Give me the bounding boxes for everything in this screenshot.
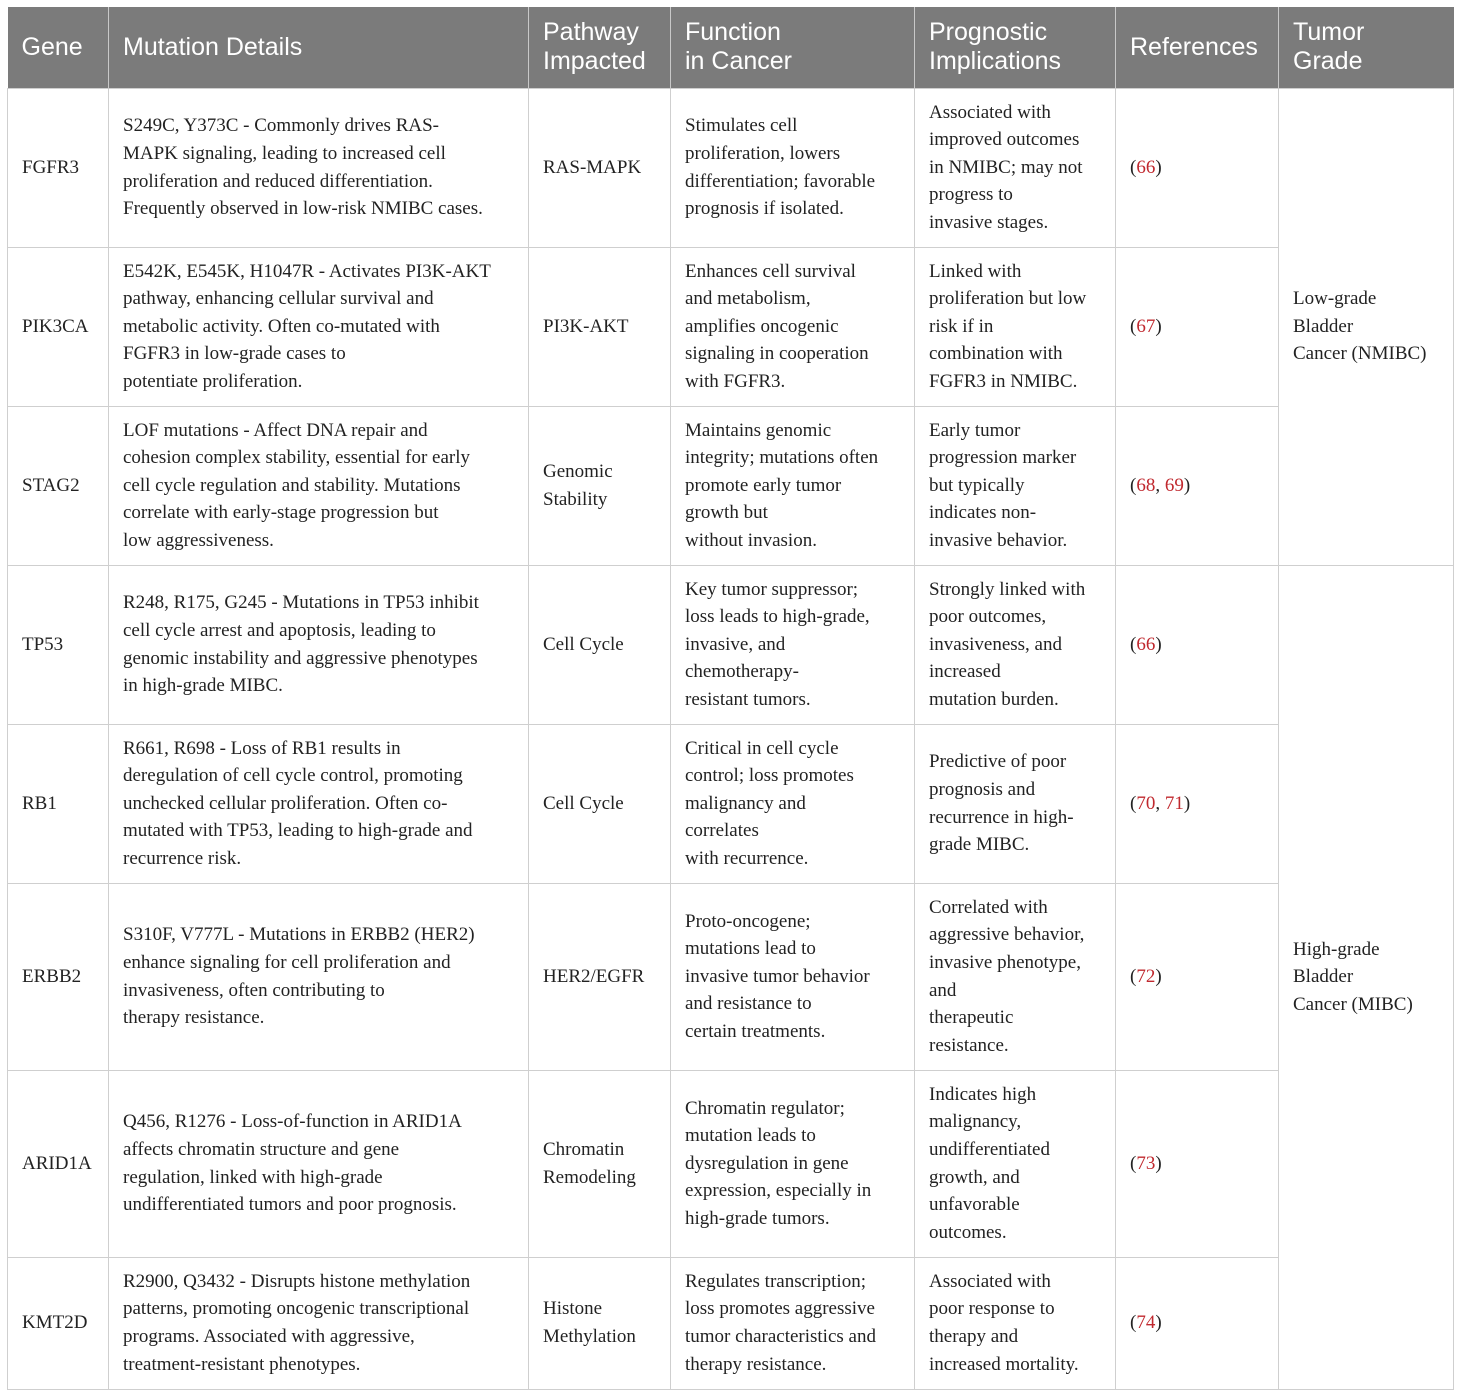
references-cell: (72) — [1116, 883, 1279, 1070]
reference-link[interactable]: 66 — [1136, 156, 1156, 178]
header-mutation-details: Mutation Details — [109, 7, 529, 88]
pathway-impacted: Chromatin Remodeling — [529, 1070, 671, 1257]
pathway-impacted: PI3K-AKT — [529, 247, 671, 406]
table-row — [8, 88, 1454, 247]
header-references: References — [1116, 7, 1279, 88]
reference-link[interactable]: 70 — [1136, 792, 1156, 814]
references-cell: (73) — [1116, 1070, 1279, 1257]
gene-name: KMT2D — [8, 1257, 109, 1389]
gene-name: STAG2 — [8, 406, 109, 565]
prognostic-implications: Correlated with aggressive behavior, invasive phenotype, and therapeutic resistance. — [915, 883, 1116, 1070]
function-in-cancer: Stimulates cell proliferation, lowers differentiation; favorable prognosis if isolated. — [671, 88, 915, 247]
gene-name: RB1 — [8, 724, 109, 883]
tumor-grade-high: High-grade Bladder Cancer (MIBC) — [1279, 565, 1454, 1389]
mutation-details: Q456, R1276 - Loss-of-function in ARID1A affects chromatin structure and gene regulation, linked with high-grade undifferentiated tumors and poor prognosis. — [109, 1070, 529, 1257]
function-in-cancer: Enhances cell survival and metabolism, amplifies oncogenic signaling in cooperation with FGFR3. — [671, 247, 915, 406]
header-function-in-cancer: Function in Cancer — [671, 7, 915, 88]
pathway-impacted: HER2/EGFR — [529, 883, 671, 1070]
function-in-cancer: Key tumor suppressor; loss leads to high-grade, invasive, and chemotherapy- resistant tumors. — [671, 565, 915, 724]
pathway-impacted: Cell Cycle — [529, 724, 671, 883]
pathway-impacted: Cell Cycle — [529, 565, 671, 724]
pathway-impacted: Genomic Stability — [529, 406, 671, 565]
header-gene: Gene — [8, 7, 109, 88]
tumor-grade-low: Low-grade Bladder Cancer (NMIBC) — [1279, 88, 1454, 565]
gene-name: ERBB2 — [8, 883, 109, 1070]
prognostic-implications: Linked with proliferation but low risk if in combination with FGFR3 in NMIBC. — [915, 247, 1116, 406]
function-in-cancer: Proto-oncogene; mutations lead to invasive tumor behavior and resistance to certain treatments. — [671, 883, 915, 1070]
pathway-impacted: Histone Methylation — [529, 1257, 671, 1389]
mutation-details: R248, R175, G245 - Mutations in TP53 inhibit cell cycle arrest and apoptosis, leading to genomic instability and aggressive phenotypes in high-grade MIBC. — [109, 565, 529, 724]
mutation-details: LOF mutations - Affect DNA repair and cohesion complex stability, essential for early cell cycle regulation and stability. Mutations correlate with early-stage progression but low aggressiveness. — [109, 406, 529, 565]
prognostic-implications: Indicates high malignancy, undifferentiated growth, and unfavorable outcomes. — [915, 1070, 1116, 1257]
prognostic-implications: Predictive of poor prognosis and recurrence in high- grade MIBC. — [915, 724, 1116, 883]
references-cell: (66) — [1116, 88, 1279, 247]
references-cell: (70, 71) — [1116, 724, 1279, 883]
function-in-cancer: Critical in cell cycle control; loss promotes malignancy and correlates with recurrence. — [671, 724, 915, 883]
function-in-cancer: Regulates transcription; loss promotes aggressive tumor characteristics and therapy resistance. — [671, 1257, 915, 1389]
prognostic-implications: Early tumor progression marker but typically indicates non- invasive behavior. — [915, 406, 1116, 565]
table-row — [8, 406, 1454, 565]
table-row — [8, 247, 1454, 406]
mutation-details: R661, R698 - Loss of RB1 results in deregulation of cell cycle control, promoting unchecked cellular proliferation. Often co- mutated with TP53, leading to high-grade and recurrence risk. — [109, 724, 529, 883]
reference-link[interactable]: 72 — [1136, 965, 1156, 987]
function-in-cancer: Chromatin regulator; mutation leads to dysregulation in gene expression, especially in high-grade tumors. — [671, 1070, 915, 1257]
prognostic-implications: Strongly linked with poor outcomes, invasiveness, and increased mutation burden. — [915, 565, 1116, 724]
header-prognostic-implications: Prognostic Implications — [915, 7, 1116, 88]
reference-link[interactable]: 66 — [1136, 633, 1156, 655]
prognostic-implications: Associated with poor response to therapy and increased mortality. — [915, 1257, 1116, 1389]
gene-mutation-table — [7, 7, 1454, 1390]
function-in-cancer: Maintains genomic integrity; mutations often promote early tumor growth but without invasion. — [671, 406, 915, 565]
table-row — [8, 565, 1454, 724]
mutation-details: E542K, E545K, H1047R - Activates PI3K-AKT pathway, enhancing cellular survival and metabolic activity. Often co-mutated with FGFR3 in low-grade cases to potentiate proliferation. — [109, 247, 529, 406]
table-row — [8, 1070, 1454, 1257]
references-cell: (68, 69) — [1116, 406, 1279, 565]
gene-name: PIK3CA — [8, 247, 109, 406]
references-cell: (67) — [1116, 247, 1279, 406]
mutation-details: S249C, Y373C - Commonly drives RAS- MAPK signaling, leading to increased cell proliferation and reduced differentiation. Frequently observed in low-risk NMIBC cases. — [109, 88, 529, 247]
gene-name: ARID1A — [8, 1070, 109, 1257]
gene-name: TP53 — [8, 565, 109, 724]
header-pathway-impacted: Pathway Impacted — [529, 7, 671, 88]
reference-link[interactable]: 68 — [1136, 474, 1156, 496]
gene-name: FGFR3 — [8, 88, 109, 247]
table-row — [8, 724, 1454, 883]
references-cell: (66) — [1116, 565, 1279, 724]
reference-link[interactable]: 71 — [1164, 792, 1184, 814]
references-cell: (74) — [1116, 1257, 1279, 1389]
reference-link[interactable]: 74 — [1136, 1312, 1156, 1334]
reference-link[interactable]: 73 — [1136, 1152, 1156, 1174]
table-row — [8, 883, 1454, 1070]
reference-link[interactable]: 69 — [1164, 474, 1184, 496]
reference-link[interactable]: 67 — [1136, 315, 1156, 337]
prognostic-implications: Associated with improved outcomes in NMIBC; may not progress to invasive stages. — [915, 88, 1116, 247]
pathway-impacted: RAS-MAPK — [529, 88, 671, 247]
mutation-details: R2900, Q3432 - Disrupts histone methylation patterns, promoting oncogenic transcriptional programs. Associated with aggressive, treatment-resistant phenotypes. — [109, 1257, 529, 1389]
header-tumor-grade: Tumor Grade — [1279, 7, 1454, 88]
mutation-details: S310F, V777L - Mutations in ERBB2 (HER2) enhance signaling for cell proliferation and invasiveness, often contributing to therapy resistance. — [109, 883, 529, 1070]
header-row — [8, 7, 1454, 88]
table-row — [8, 1257, 1454, 1389]
